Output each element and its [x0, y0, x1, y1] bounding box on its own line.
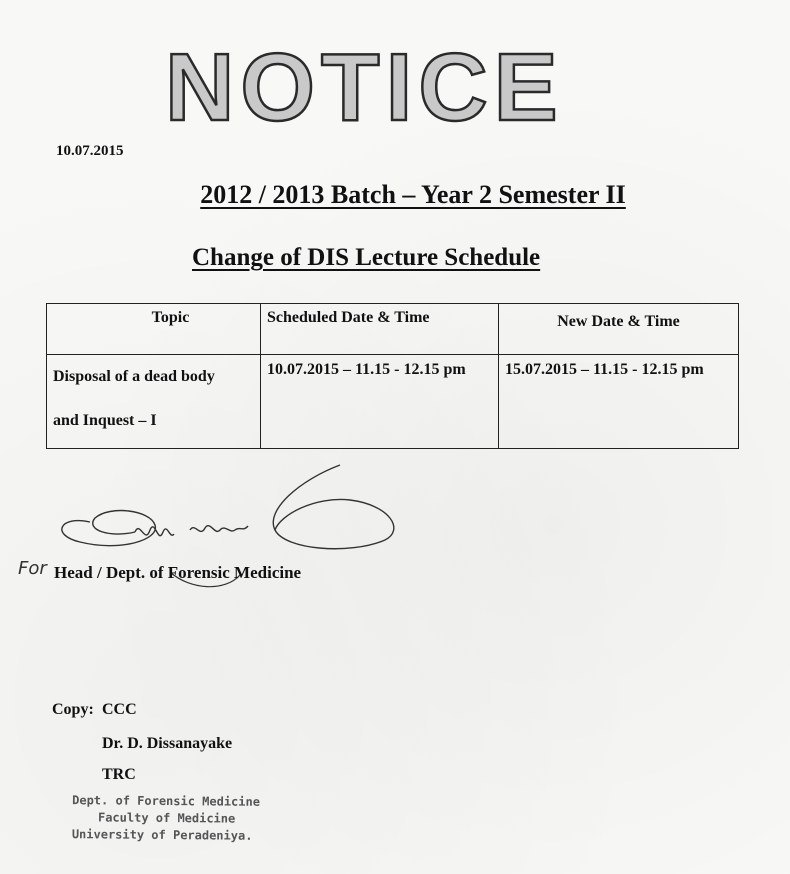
header-scheduled: Scheduled Date & Time	[261, 304, 499, 355]
notice-title: NOTICE	[165, 34, 564, 141]
copy-label: Copy:	[52, 701, 94, 718]
for-mark: For	[18, 558, 47, 579]
batch-heading: 2012 / 2013 Batch – Year 2 Semester II	[200, 180, 626, 209]
stamp-line: Faculty of Medicine	[97, 810, 236, 826]
copy-recipient: TRC	[102, 766, 136, 783]
department-stamp	[72, 792, 260, 845]
stamp-line: University of Peradeniya.	[71, 827, 253, 843]
topic-line-1: Disposal of a dead body	[53, 368, 215, 385]
notice-date: 10.07.2015	[56, 143, 124, 159]
signatory: Head / Dept. of Forensic Medicine	[54, 563, 302, 582]
new-time-cell: 15.07.2015 – 11.15 - 12.15 pm	[499, 355, 739, 449]
table-header-row	[47, 304, 739, 355]
copy-recipient: Dr. D. Dissanayake	[102, 735, 233, 752]
sub-heading: Change of DIS Lecture Schedule	[192, 244, 541, 271]
topic-line-2: and Inquest – I	[53, 412, 157, 429]
scheduled-cell: 10.07.2015 – 11.15 - 12.15 pm	[261, 355, 499, 449]
schedule-table	[46, 303, 739, 449]
header-new: New Date & Time	[499, 304, 739, 355]
copy-recipient: CCC	[102, 701, 137, 718]
stamp-line: Dept. of Forensic Medicine	[72, 793, 261, 809]
table-row	[47, 355, 739, 449]
topic-cell	[47, 355, 261, 449]
header-topic: Topic	[47, 304, 261, 355]
